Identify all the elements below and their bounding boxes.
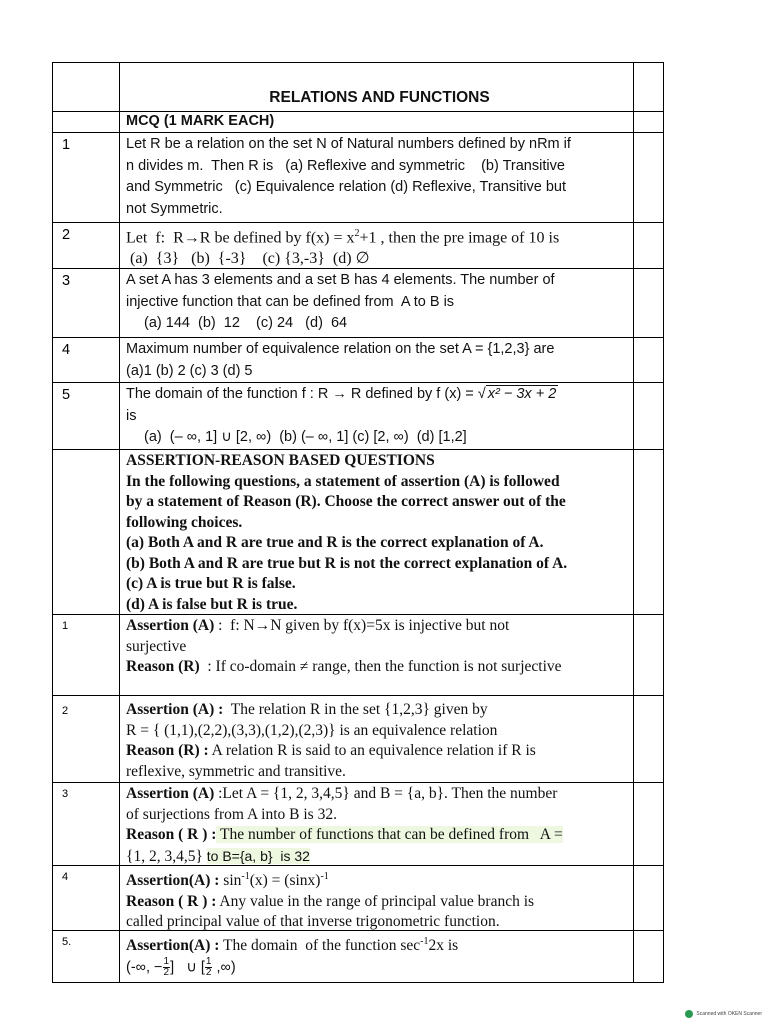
ar-question-4: 4 Assertion(A) : $\sin^{-1}(x) = (\sin x)^{-1}$ Reason ( R ) : Any value in the range of principal value branch is called principal value of that inverse trigonometric function. bbox=[53, 866, 663, 931]
question-number: 4 bbox=[53, 866, 120, 930]
question-table bbox=[52, 62, 664, 983]
choice-line: (c) A is true but R is false. bbox=[126, 575, 296, 592]
question-line: Maximum number of equivalence relation on the set A = {1,2,3} are bbox=[126, 341, 555, 357]
arrow-symbol: → bbox=[183, 229, 200, 247]
question-line: A set A has 3 elements and a set B has 4 elements. The number of bbox=[126, 272, 555, 288]
fraction: $\frac{1}{2}$ bbox=[163, 955, 170, 978]
ar-question-3: 3 Assertion (A) :Let A = {1, 2, 3,4,5} and B = {a, b}. Then the number of surjections from A into B is 32. Reason ( R ) : The number of functions that can be defined from A = {1, 2, 3,4,5} to B={a, b} is 32 bbox=[53, 783, 663, 866]
assertion-label: Assertion(A) : bbox=[126, 872, 220, 890]
fraction: $\frac{1}{2}$ bbox=[205, 955, 212, 978]
question-line: Let R be a relation on the set N of Natural numbers defined by nRm if bbox=[126, 136, 571, 152]
choice-line: (a) Both A and R are true and R is the correct explanation of A. bbox=[126, 534, 544, 551]
question-number: 2 bbox=[53, 696, 120, 782]
ar-question-5: 5. Assertion(A) : The domain of the function $\sec^{-1}2x$ is (-∞, − $\frac{1}{2}$ ] ∪ [ $\frac{1}{2}$ ,∞) bbox=[53, 931, 663, 982]
mcq-question-5: 5 The domain of the function f : R → R defined by f (x) = √ x² − 3x + 2 is (a) (– ∞, 1] ∪ [2, ∞) (b) (– ∞, 1] (c) [2, ∞) (d) [1,2] bbox=[53, 383, 663, 450]
question-number: 5 bbox=[53, 383, 120, 449]
question-line: not Symmetric. bbox=[126, 200, 223, 217]
question-number: 1 bbox=[53, 133, 120, 222]
question-number: 2 bbox=[53, 223, 120, 268]
mcq-question-2: 2 Let f: R→R be defined by $f(x) = x^2+1$ , then the pre image of 10 is (a) {3} (b) {-3} (c) {3,-3} (d) ∅ bbox=[53, 223, 663, 269]
title-row bbox=[53, 63, 663, 112]
question-number: 3 bbox=[53, 783, 120, 865]
ar-question-2: 2 Assertion (A) : The relation R in the set {1,2,3} given by R = { (1,1),(2,2),(3,3),(1,2),(2,3)} is an equivalence relation Reason (R) : A relation R is said to an equivalence relation if R is reflexive, symmetric and transitive. bbox=[53, 696, 663, 783]
mcq-question-4 bbox=[53, 338, 663, 383]
assertion-label: Assertion (A) bbox=[126, 617, 215, 634]
answer-options: (a) 144 (b) 12 (c) 24 (d) 64 bbox=[144, 315, 348, 331]
answer-options: (a) {3} (b) {-3} (c) {3,-3} (d) ∅ bbox=[126, 249, 370, 267]
question-line: injective function that can be defined from A to B is bbox=[126, 293, 455, 310]
question-line: and Symmetric (c) Equivalence relation (d) Reflexive, Transitive but bbox=[126, 179, 567, 195]
domain-interval: (-∞, − $\frac{1}{2}$ ] ∪ [ $\frac{1}{2}$ ,∞) bbox=[126, 955, 236, 978]
question-number: 3 bbox=[53, 269, 120, 337]
page-title: RELATIONS AND FUNCTIONS bbox=[269, 88, 490, 106]
scanner-logo-icon bbox=[685, 1010, 693, 1018]
reason-label: Reason (R) bbox=[126, 658, 200, 675]
assertion-label: Assertion (A) bbox=[126, 785, 215, 802]
question-number: 4 bbox=[53, 338, 120, 382]
scanner-watermark bbox=[685, 1010, 762, 1018]
ar-question-1: 1 Assertion (A) : f: N→N given by f(x)=5x is injective but not surjective Reason (R) : If co-domain ≠ range, then the function is not surjective bbox=[53, 615, 663, 696]
watermark-text: Scanned with OKEN Scanner bbox=[696, 1011, 762, 1017]
mcq-heading-row bbox=[53, 112, 663, 133]
instruction-line: following choices. bbox=[126, 513, 243, 531]
mcq-question-1 bbox=[53, 133, 663, 223]
question-line: (a)1 (b) 2 (c) 3 (d) 5 bbox=[126, 362, 253, 379]
mcq-question-3 bbox=[53, 269, 663, 338]
question-number: 1 bbox=[53, 615, 120, 695]
ar-heading: ASSERTION-REASON BASED QUESTIONS bbox=[126, 452, 435, 469]
assertion-label: Assertion(A) : bbox=[126, 937, 220, 955]
choice-line: (b) Both A and R are true but R is not the correct explanation of A. bbox=[126, 554, 568, 572]
question-line: n divides m. Then R is (a) Reflexive and symmetric (b) Transitive bbox=[126, 157, 565, 174]
mcq-heading: MCQ (1 MARK EACH) bbox=[126, 113, 275, 129]
instruction-line: by a statement of Reason (R). Choose the correct answer out of the bbox=[126, 493, 566, 510]
reason-label: Reason ( R ) : bbox=[126, 892, 217, 910]
question-number: 5. bbox=[53, 931, 120, 982]
square-root-icon: √ bbox=[477, 386, 486, 402]
reason-label: Reason (R) : bbox=[126, 742, 209, 759]
assertion-label: Assertion (A) : bbox=[126, 701, 224, 718]
answer-options: (a) (– ∞, 1] ∪ [2, ∞) (b) (– ∞, 1] (c) [2, ∞) (d) [1,2] bbox=[144, 429, 467, 445]
ar-instructions-row bbox=[53, 450, 663, 615]
instruction-line: In the following questions, a statement of assertion (A) is followed bbox=[126, 472, 560, 490]
reason-label: Reason ( R ) : bbox=[126, 826, 217, 843]
choice-line: (d) A is false but R is true. bbox=[126, 595, 298, 613]
radicand: x² − 3x + 2 bbox=[487, 386, 557, 402]
